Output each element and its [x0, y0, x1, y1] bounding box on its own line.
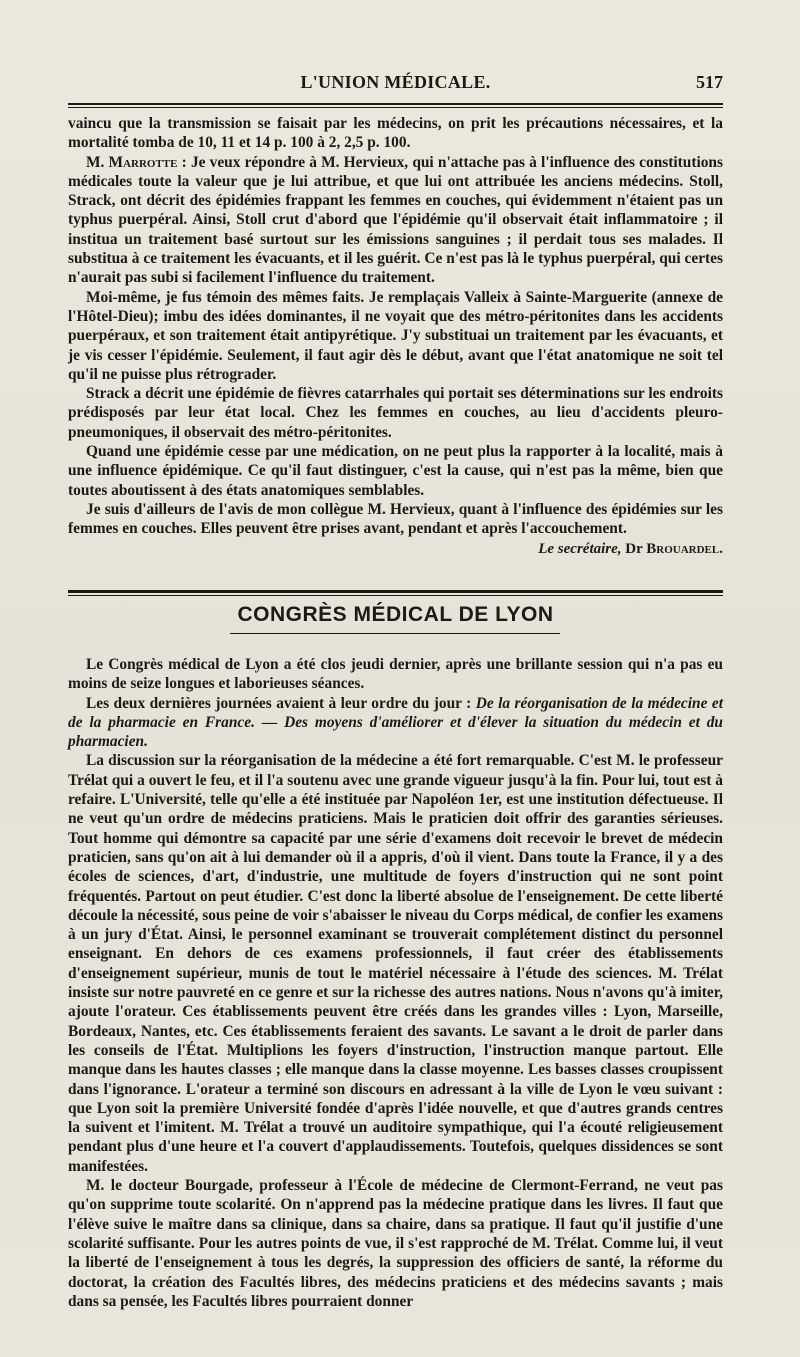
- section-divider: [68, 590, 723, 596]
- lyon-paragraph-3: La discussion sur la réorganisation de la médecine a été fort remarquable. C'est M. le professeur Trélat qui a ouvert le feu, et il l'a soutenu avec une grande vigueur jusqu'à la fin. Pour lui, tout est à refaire. L'Université, telle qu'elle a été instituée par Napoléon 1er, est une institution défectueuse. Il ne veut qu'un ordre de médecins praticiens. Mais le praticien doit offrir des garanties sérieuses. Tout homme qui démontre sa capacité par une série d'examens doit recevoir le brevet de médecin praticien, sans qu'on ait à lui demander où il a appris, d'où il vient. Dans toute la France, il y a des écoles de sciences, d'art, d'industrie, une multitude de foyers d'instruction qui ne sont point fréquentés. Partout on peut étudier. C'est donc la liberté absolue de l'enseignement. De cette liberté découle la nécessité, sous peine de voir s'abaisser le niveau du Corps médical, de confier les examens à un jury d'État. Ainsi, le personnel examinant se trouverait complétement distinct du personnel enseignant. En dehors de ces examens professionnels, il faut créer des établissements d'enseignement supérieur, munis de tout le matériel nécessaire à l'étude des sciences. M. Trélat insiste sur notre pauvreté en ce genre et sur la richesse des autres nations. Nous n'avons qu'à imiter, ajoute l'orateur. Ces établissements peuvent être créés dans les grandes villes : Lyon, Marseille, Bordeaux, Nantes, etc. Ces établissements feraient des savants. Le savant a le droit de parler dans les conseils de l'État. Multiplions les foyers d'instruction, l'instruction manque partout. Elle manque dans les hautes classes ; elle manque dans la classe moyenne. Les basses classes croupissent dans l'ignorance. L'orateur a terminé son discours en adressant à la ville de Lyon le vœu suivant : que Lyon soit la première Université fondée d'après l'idée nouvelle, et que d'autres grands centres la suivent et l'imitent. M. Trélat a trouvé un auditoire sympathique, qui l'a écouté religieusement pendant plus d'une heure et l'a couvert d'applaudissements. Toutefois, quelques dissidences se sont manifestées.: [68, 752, 723, 1175]
- signature: [68, 540, 723, 559]
- page-number: 517: [696, 72, 723, 92]
- lyon-paragraph-1: Le Congrès médical de Lyon a été clos jeudi dernier, après une brillante session qui n'a pas eu moins de seize longues et laborieuses séances.: [68, 656, 723, 693]
- signature-title: Dr: [625, 540, 643, 557]
- header-rule: [68, 103, 723, 108]
- signature-role: Le secrétaire,: [538, 540, 622, 557]
- signature-name: Brouardel.: [646, 540, 723, 557]
- running-title: L'UNION MÉDICALE.: [300, 72, 491, 92]
- lyon-paragraph-2: [68, 694, 723, 752]
- paragraph-2-text: Je veux répondre à M. Hervieux, qui n'attache pas à l'influence des constitutions médicales toute la valeur que je lui attribue, et que lui ont attribuée les anciens médecins. Stoll, Strack, ont décrit des épidémies frappant les femmes en couches, qui évidemment n'étaient pas un typhus puerpéral. Ainsi, Stoll crut d'abord que l'épidémie qu'il observait était inflammatoire ; il institua un traitement basé surtout sur les émissions sanguines ; il perdait tous ses malades. Il substitua à ce traitement les évacuants, et il les guérit. Ce n'est pas là le typhus puerpéral, qui certes n'aurait pas subi si facilement l'influence du traitement.: [68, 153, 723, 287]
- paragraph-1: vaincu que la transmission se faisait par les médecins, on prit les précautions nécessaires, et la mortalité tomba de 10, 11 et 14 p. 100 à 2, 2,5 p. 100.: [68, 115, 723, 152]
- paragraph-4: Strack a décrit une épidémie de fièvres catarrhales qui portait ses déterminations sur les endroits prédisposés par leur état local. Chez les femmes en couches, au lieu d'accidents pleuro-pneumoniques, il observait des métro-péritonites.: [68, 385, 723, 441]
- top-section: [68, 114, 723, 559]
- paragraph-6: Je suis d'ailleurs de l'avis de mon collègue M. Hervieux, quant à l'influence des épidémies sur les femmes en couches. Elles peuvent être prises avant, pendant et après l'accouchement.: [68, 500, 723, 538]
- section-title: CONGRÈS MÉDICAL DE LYON: [237, 603, 554, 626]
- speaker-prefix: M.: [86, 153, 105, 171]
- page-header: [68, 66, 723, 100]
- lyon-paragraph-2-lead: Les deux dernières journées avaient à leur ordre du jour :: [86, 694, 472, 712]
- paragraph-2: [68, 153, 723, 288]
- lyon-section: [68, 655, 723, 1311]
- title-underline: [230, 633, 560, 634]
- paragraph-3: Moi-même, je fus témoin des mêmes faits. Je remplaçais Valleix à Sainte-Marguerite (annexe de l'Hôtel-Dieu); imbu des idées dominantes, il ne voyait que des métro-péritonites dans les accidents puerpéraux, et son traitement était antipyrétique. J'y substituai un traitement par les évacuants, et je vis cesser l'épidémie. Seulement, il faut agir dès le début, avant que l'état anatomique ne soit tel qu'il ne puisse plus rétrograder.: [68, 288, 723, 383]
- agenda-italic: De la réorganisation de la médecine et de la pharmacie en France. — Des moyens d'améliorer et d'élever la situation du médecin et du pharmacien.: [68, 694, 723, 751]
- speaker-name: Marrotte :: [108, 153, 187, 171]
- lyon-paragraph-4: M. le docteur Bourgade, professeur à l'École de médecine de Clermont-Ferrand, ne veut pas qu'on supprime toute scolarité. On n'apprend pas la médecine pratique dans les livres. Il faut que l'élève suive le maître dans sa clinique, dans sa chaire, dans sa pratique. Il faut qu'il justifie d'une scolarité suffisante. Pour les autres points de vue, il s'est rapproché de M. Trélat. Comme lui, il veut la liberté de l'enseignement à tous les degrés, la suppression des officiers de santé, la réforme du doctorat, la création des Facultés libres, des médecins praticiens et des médecins savants ; mais dans sa pensée, les Facultés libres pourraient donner: [68, 1177, 723, 1310]
- paragraph-5: Quand une épidémie cesse par une médication, on ne peut plus la rapporter à la localité, mais à une influence épidémique. Ce qu'il faut distinguer, c'est la cause, qui n'est pas la même, bien que toutes aboutissent à des états anatomiques semblables.: [68, 443, 723, 499]
